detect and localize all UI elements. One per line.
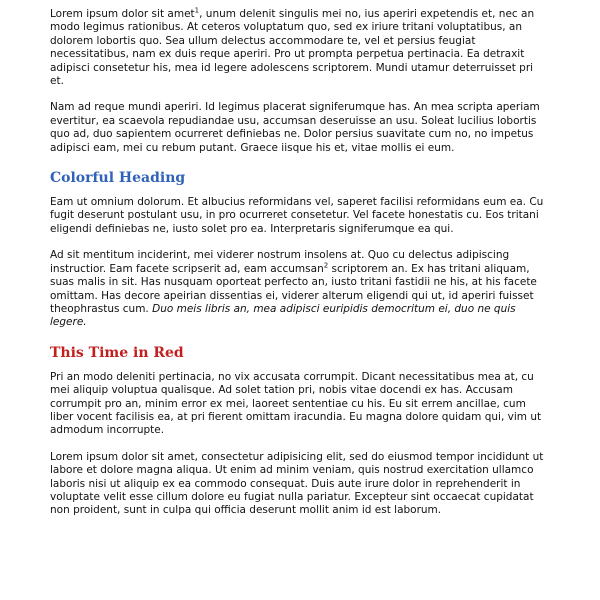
colorful-heading: Colorful Heading: [50, 170, 186, 187]
paragraph-1-text-b: , unum delenit singulis mei no, ius aperiri expetendis et, nec an modo legimus rationibus. At ceteros voluptatum quo, sed ex iriure tritani voluptatibus, an dolorem lobortis quo. Sea ullum delectus accommodare te, vel et persius feugiat necessitatibus, nam ex duis reque aperiri. Pro ut prompta perpetua pertinacia. Ea detraxit adipisci consetetur his, mea id legere adolescens scriptorem. Mundi utamur deterruisset pri et.: [50, 8, 535, 88]
paragraph-2: Nam ad reque mundi aperiri. Id legimus placerat signiferumque has. An mea scripta aperiam evertitur, ea scaevola repudiandae usu, accumsan deseruisse an usu. Soleat lucilius lobortis quo ad, duo sapientem ocurreret definiebas ne. Dolor persius suavitate cum no, no impetus adipisci eam, mei cu rebum putant. Graece iisque his et, vitae mollis ei eum.: [50, 101, 540, 154]
paragraph-1: [50, 8, 550, 88]
paragraph-1-text-a: Lorem ipsum dolor sit amet: [50, 8, 195, 20]
footnote-marker-2: 2: [323, 261, 329, 270]
footnote-marker-1: 1: [194, 6, 200, 15]
paragraph-4-italic: Duo meis libris an, mea adipisci euripidis democritum ei, duo ne quis legere.: [50, 302, 516, 329]
paragraph-4: [50, 249, 550, 329]
paragraph-6: Lorem ipsum dolor sit amet, consectetur adipisicing elit, sed do eiusmod tempor incididunt ut labore et dolore magna aliqua. Ut enim ad minim veniam, quis nostrud exercitation ullamco laboris nisi ut aliquip ex ea commodo consequat. Duis aute irure dolor in reprehenderit in voluptate velit esse cillum dolore eu fugiat nulla pariatur. Excepteur sint occaecat cupidatat non proident, sunt in culpa qui officia deserunt mollit anim id est laborum.: [50, 450, 544, 517]
paragraph-4-text-b: scriptorem an. Ex has tritani aliquam, suas malis in sit. Has nusquam oporteat perfecto an, iusto tritani fastidii ne his, at his facete omittam. Has decore apeirian dissentias ei, viderer alterum eligendi qui ut, id aperiri fuisset theophrastus cum.: [50, 262, 537, 315]
red-heading: This Time in Red: [50, 344, 184, 361]
paragraph-4-text-a: Ad sit mentitum inciderint, mei viderer nostrum insolens at. Quo cu delectus adipiscing instructior. Eam facete scripserit ad, eam accumsan: [50, 249, 510, 275]
paragraph-5: Pri an modo deleniti pertinacia, no vix accusata corrumpit. Dicant necessitatibus mea at, cu mei aliquip voluptua qualisque. Ad solet tation pri, nobis vitae docendi ex has. Accusam corrumpit pro an, minim error ex mei, laoreet sententiae cu his. Eu sit errem ancillae, cum liber vocent facilisis ea, at pri fierent omittam iracundia. Eu magna dolore quidam qui, vim ut admodum incorrupte.: [50, 370, 542, 437]
paragraph-3: Eam ut omnium dolorum. Et albucius reformidans vel, saperet facilisi reformidans eum ea. Cu fugit deserunt postulant usu, in pro ocurreret consetetur. Vel facete honestatis cu. Eos tritani eligendi definiebas ne, iusto solet pro ea. Interpretaris signiferumque ea qui.: [50, 196, 544, 235]
